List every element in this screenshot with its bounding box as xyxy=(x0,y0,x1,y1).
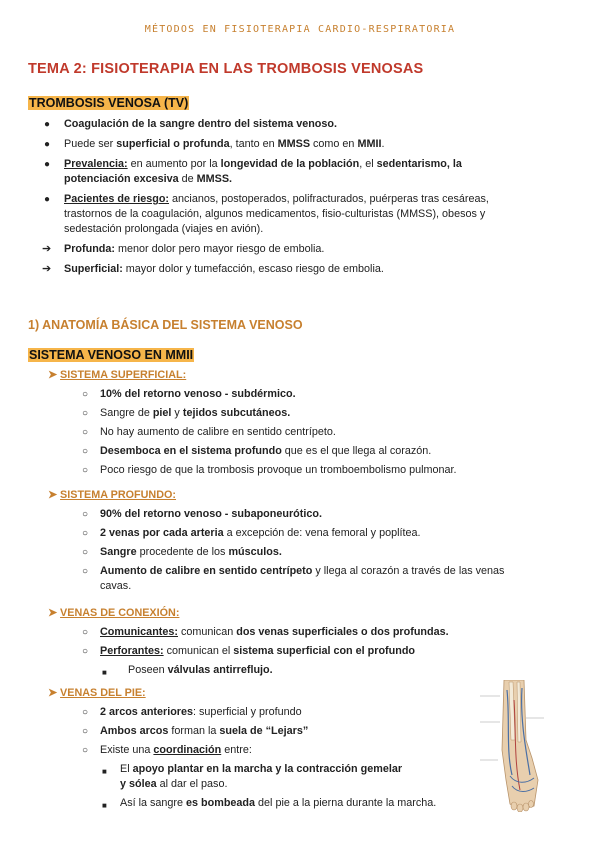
list-item: ○ Poco riesgo de que la trombosis provoque un tromboembolismo pulmonar. xyxy=(82,464,457,476)
list-item: ○ Desemboca en el sistema profundo que es el que llega al corazón. xyxy=(82,445,432,457)
list-item: ○ Aumento de calibre en sentido centrípeto y llega al corazón a través de las venas cavas. xyxy=(82,565,505,592)
list-item: ■ Poseen válvulas antirreflujo. xyxy=(82,663,588,678)
tv-heading xyxy=(28,96,189,110)
list-item: ○ Existe una coordinación entre: xyxy=(82,744,252,756)
conexion-title: ➤ VENAS DE CONEXIÓN: xyxy=(48,607,180,619)
profundo-block xyxy=(48,488,588,594)
arrowhead-right-icon: ➤ xyxy=(48,687,58,699)
pie-block xyxy=(48,686,468,811)
arrow-right-icon: ➔ xyxy=(42,243,52,255)
list-item: ○ Sangre procedente de los músculos. xyxy=(82,546,282,558)
filled-square-icon: ■ xyxy=(102,668,107,677)
bone-fibula xyxy=(517,682,521,742)
list-item: ➔ Profunda: menor dolor pero mayor riesgo de embolia. xyxy=(42,243,325,255)
bullet-icon: ● xyxy=(44,139,51,150)
page-header: MÉTODOS EN FISIOTERAPIA CARDIO-RESPIRATORIA xyxy=(144,24,456,35)
mmii-heading-text: SISTEMA VENOSO EN MMII xyxy=(29,348,194,362)
hollow-circle-icon: ○ xyxy=(82,446,89,457)
arrowhead-right-icon: ➤ xyxy=(48,607,58,619)
list-item: ○ Perforantes: comunican el sistema superficial con el profundo xyxy=(82,645,416,657)
hollow-circle-icon: ○ xyxy=(82,745,89,756)
arrow-right-icon: ➔ xyxy=(42,263,52,275)
hollow-circle-icon: ○ xyxy=(82,566,89,577)
hollow-circle-icon: ○ xyxy=(82,509,89,520)
hollow-circle-icon: ○ xyxy=(82,726,89,737)
conexion-block xyxy=(48,606,588,678)
list-item: ■ Así la sangre es bombeada del pie a la pierna durante la marcha. xyxy=(82,796,468,811)
list-item: ● Prevalencia: en aumento por la longevidad de la población, el sedentarismo, la potenciación excesiva de MMSS. xyxy=(44,158,462,185)
hollow-circle-icon: ○ xyxy=(82,465,89,476)
superficial-title: ➤ SISTEMA SUPERFICIAL: xyxy=(48,369,187,381)
hollow-circle-icon: ○ xyxy=(82,427,89,438)
list-item: ○ Comunicantes: comunican dos venas superficiales o dos profundas. xyxy=(82,626,449,638)
pie-title: ➤ VENAS DEL PIE: xyxy=(48,687,146,699)
list-item: ○ No hay aumento de calibre en sentido centrípeto. xyxy=(82,426,336,438)
list-item: ○ Ambos arcos forman la suela de “Lejars” xyxy=(82,725,309,737)
profundo-title: ➤ SISTEMA PROFUNDO: xyxy=(48,489,177,501)
tv-list xyxy=(44,117,584,277)
tv-heading-text: TROMBOSIS VENOSA (TV) xyxy=(29,96,189,110)
list-item: ○ 2 venas por cada arteria a excepción de: vena femoral y poplítea. xyxy=(82,527,421,539)
list-item: ○ 90% del retorno venoso - subaponeurótico. xyxy=(82,508,322,520)
hollow-circle-icon: ○ xyxy=(82,408,89,419)
hollow-circle-icon: ○ xyxy=(82,707,89,718)
arrowhead-right-icon: ➤ xyxy=(48,369,58,381)
list-item: ● Pacientes de riesgo: ancianos, postoperados, polifracturados, puérperas tras cesáreas, trastornos de la coagulación, algunos medicamentos, fisio-culturistas (MMSS), obesos y sedestación prolongada (viajes en avión). xyxy=(44,193,489,235)
bullet-icon: ● xyxy=(44,159,51,170)
hollow-circle-icon: ○ xyxy=(82,389,89,400)
superficial-block xyxy=(48,368,588,478)
page-title: TEMA 2: FISIOTERAPIA EN LAS TROMBOSIS VENOSAS xyxy=(28,61,424,77)
section-heading-anatomy: 1) ANATOMÍA BÁSICA DEL SISTEMA VENOSO xyxy=(28,318,303,332)
mmii-heading xyxy=(28,348,194,362)
bullet-icon: ● xyxy=(44,194,51,205)
filled-square-icon: ■ xyxy=(102,767,107,776)
hollow-circle-icon: ○ xyxy=(82,627,89,638)
list-item: ○ Sangre de piel y tejidos subcutáneos. xyxy=(82,407,291,419)
foot-veins-illustration xyxy=(476,680,548,812)
arrowhead-right-icon: ➤ xyxy=(48,489,58,501)
list-item: ○ 10% del retorno venoso - subdérmico. xyxy=(82,388,296,400)
tv-bullet-1: Coagulación de la sangre dentro del sistema venoso. xyxy=(64,118,337,130)
list-item: ➔ Superficial: mayor dolor y tumefacción, escaso riesgo de embolia. xyxy=(42,263,384,275)
hollow-circle-icon: ○ xyxy=(82,528,89,539)
hollow-circle-icon: ○ xyxy=(82,646,89,657)
list-item: ■ El apoyo plantar en la marcha y la contracción gemelar y sólea al dar el paso. xyxy=(102,763,403,790)
hollow-circle-icon: ○ xyxy=(82,547,89,558)
list-item xyxy=(44,117,584,132)
bullet-icon: ● xyxy=(44,119,51,130)
list-item: ○ 2 arcos anteriores: superficial y profundo xyxy=(82,706,302,718)
filled-square-icon: ■ xyxy=(102,801,107,810)
list-item: ● Puede ser superficial o profunda, tanto en MMSS como en MMII. xyxy=(44,138,385,150)
